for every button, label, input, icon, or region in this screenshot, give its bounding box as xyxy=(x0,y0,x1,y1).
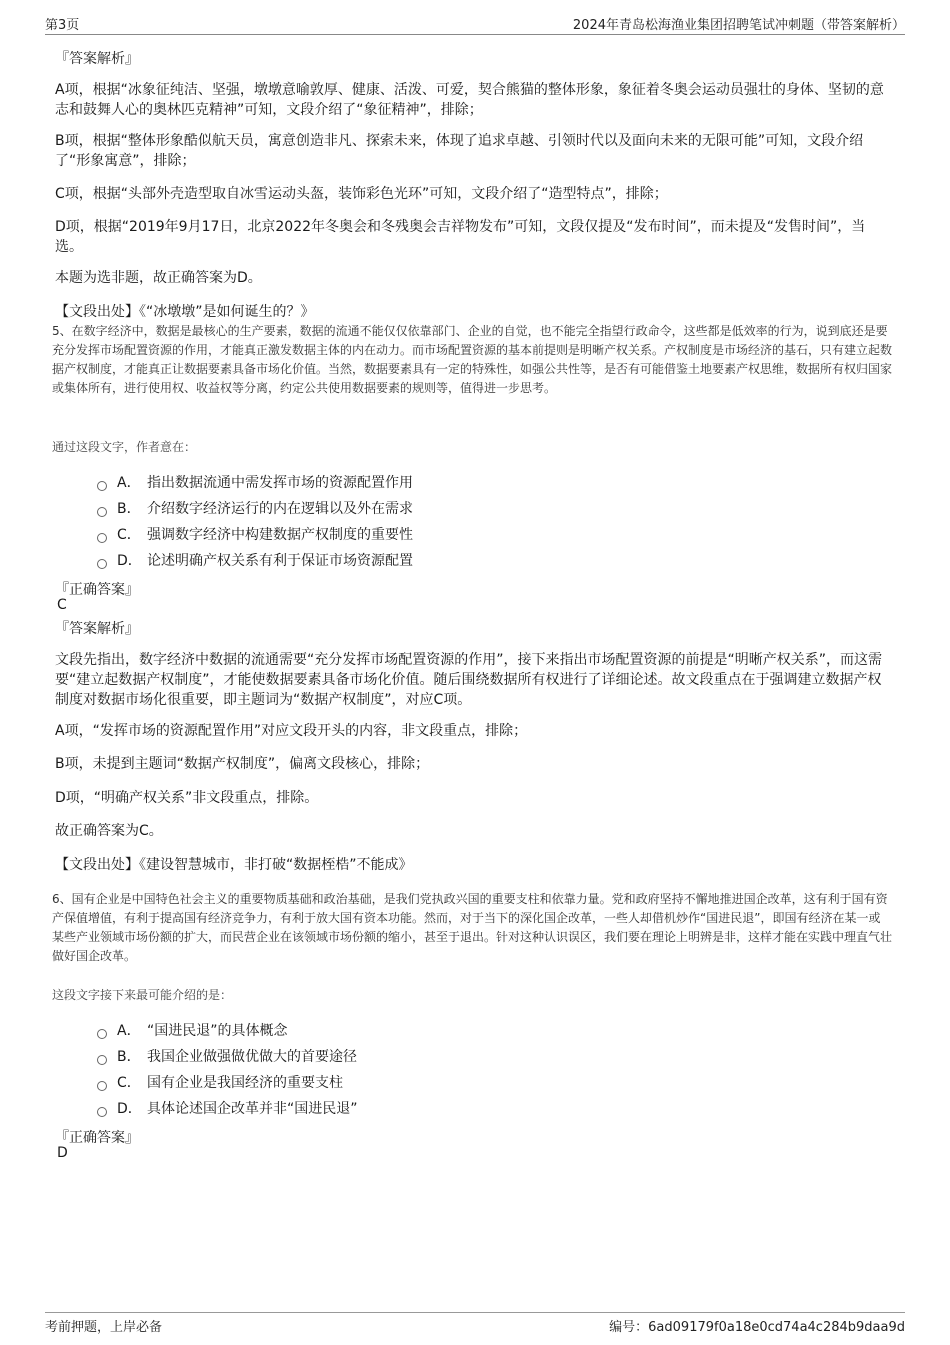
analysis-option-d: D项，根据“2019年9月17日，北京2022年冬奥会和冬残奥会吉祥物发布”可知，文段仅提及“发布时间”，而未提及“发售时间”，当选。 xyxy=(55,219,866,255)
document-id: 编号：6ad09179f0a18e0cd74a4c284b9daa9d xyxy=(609,1320,905,1335)
q6-option-c[interactable]: C． 国有企业是我国经济的重要支柱 xyxy=(97,1072,343,1092)
analysis-label: 『答案解析』 xyxy=(55,621,139,637)
question-6-stem: 这段文字接下来最可能介绍的是： xyxy=(52,988,233,1002)
analysis-conclusion: 本题为选非题，故正确答案为D。 xyxy=(55,270,262,286)
document-title: 2024年青岛松海渔业集团招聘笔试冲刺题（带答案解析） xyxy=(572,18,905,33)
footer-slogan: 考前押题，上岸必备 xyxy=(45,1320,163,1335)
analysis-option-a: A项，“发挥市场的资源配置作用”对应文段开头的内容，非文段重点，排除； xyxy=(55,723,528,739)
correct-answer: D xyxy=(57,1145,68,1161)
page-number: 第3页 xyxy=(45,18,80,33)
analysis-option-c: C项，根据“头部外壳造型取自冰雪运动头盔，装饰彩色光环”可知，文段介绍了“造型特点”，排除； xyxy=(55,186,668,202)
correct-answer-label: 『正确答案』 xyxy=(55,582,139,598)
question-5-stem: 通过这段文字，作者意在： xyxy=(52,440,197,454)
radio-icon[interactable] xyxy=(97,533,107,543)
source-citation: 【文段出处】《建设智慧城市，非打破“数据桎梏”不能成》 xyxy=(55,857,413,873)
analysis-option-d: D项，“明确产权关系”非文段重点，排除。 xyxy=(55,790,319,806)
correct-answer-label: 『正确答案』 xyxy=(55,1130,139,1146)
radio-icon[interactable] xyxy=(97,507,107,517)
analysis-main: 文段先指出，数字经济中数据的流通需要“充分发挥市场配置资源的作用”，接下来指出市场配置资源的前提是“明晰产权关系”，而这需要“建立起数据产权制度”，才能使数据要素具备市场化价值。随后围绕数据所有权进行了详细论述。故文段重点在于强调建立数据产权制度对数据市场化很重要，即主题词为“数据产权制度”，对应C项。 xyxy=(55,652,883,708)
page-footer xyxy=(45,1312,905,1336)
q6-option-a[interactable]: A． “国进民退”的具体概念 xyxy=(97,1020,288,1040)
question-5-text: 5、在数字经济中，数据是最核心的生产要素，数据的流通不能仅仅依靠部门、企业的自觉，也不能完全指望行政命令，这些都是低效率的行为，说到底还是要充分发挥市场配置资源的作用，才能真正激发数据主体的内在动力。而市场配置资源的基本前提则是明晰产权关系。产权制度是市场经济的基石，只有建立起数据产权制度，才能真正让数据要素具备市场化价值。当然，数据要素具有一定的特殊性，如强公共性等，是否有可能借鉴土地要素产权思维，数据所有权归国家或集体所有，进行使用权、收益权等分离，约定公共使用数据要素的规则等，值得进一步思考。 xyxy=(52,324,893,395)
analysis-option-a: A项，根据“冰象征纯洁、坚强，墩墩意喻敦厚、健康、活泼、可爱，契合熊猫的整体形象，象征着冬奥会运动员强壮的身体、坚韧的意志和鼓舞人心的奥林匹克精神”可知，文段介绍了“象征精神”，排除； xyxy=(55,82,884,118)
radio-icon[interactable] xyxy=(97,559,107,569)
radio-icon[interactable] xyxy=(97,1081,107,1091)
q6-option-b[interactable]: B． 我国企业做强做优做大的首要途径 xyxy=(97,1046,357,1066)
q5-option-a[interactable]: A． 指出数据流通中需发挥市场的资源配置作用 xyxy=(97,472,413,492)
analysis-label: 『答案解析』 xyxy=(55,51,139,67)
q6-option-d[interactable]: D． 具体论述国企改革并非“国进民退” xyxy=(97,1098,358,1118)
analysis-option-b: B项，未提到主题词“数据产权制度”，偏离文段核心，排除； xyxy=(55,756,430,772)
radio-icon[interactable] xyxy=(97,1055,107,1065)
analysis-conclusion: 故正确答案为C。 xyxy=(55,823,163,839)
radio-icon[interactable] xyxy=(97,481,107,491)
radio-icon[interactable] xyxy=(97,1029,107,1039)
radio-icon[interactable] xyxy=(97,1107,107,1117)
q5-option-d[interactable]: D． 论述明确产权关系有利于保证市场资源配置 xyxy=(97,550,413,570)
correct-answer: C xyxy=(57,597,67,613)
source-citation: 【文段出处】《“冰墩墩”是如何诞生的？》 xyxy=(55,304,315,320)
q5-option-b[interactable]: B． 介绍数字经济运行的内在逻辑以及外在需求 xyxy=(97,498,413,518)
q5-option-c[interactable]: C． 强调数字经济中构建数据产权制度的重要性 xyxy=(97,524,413,544)
question-6-text: 6、国有企业是中国特色社会主义的重要物质基础和政治基础，是我们党执政兴国的重要支柱和依靠力量。党和政府坚持不懈地推进国企改革，这有利于国有资产保值增值，有利于提高国有经济竞争力，有利于放大国有资本功能。然而，对于当下的深化国企改革，一些人却借机炒作“国进民退”，即国有经济在某一或某些产业领域市场份额的扩大，而民营企业在该领域市场份额的缩小，甚至于退出。针对这种认识误区，我们要在理论上明辨是非，这样才能在实践中理直气壮做好国企改革。 xyxy=(52,892,893,963)
analysis-option-b: B项，根据“整体形象酷似航天员，寓意创造非凡、探索未来，体现了追求卓越、引领时代以及面向未来的无限可能”可知，文段介绍了“形象寓意”，排除； xyxy=(55,133,864,169)
page-header xyxy=(45,14,905,35)
